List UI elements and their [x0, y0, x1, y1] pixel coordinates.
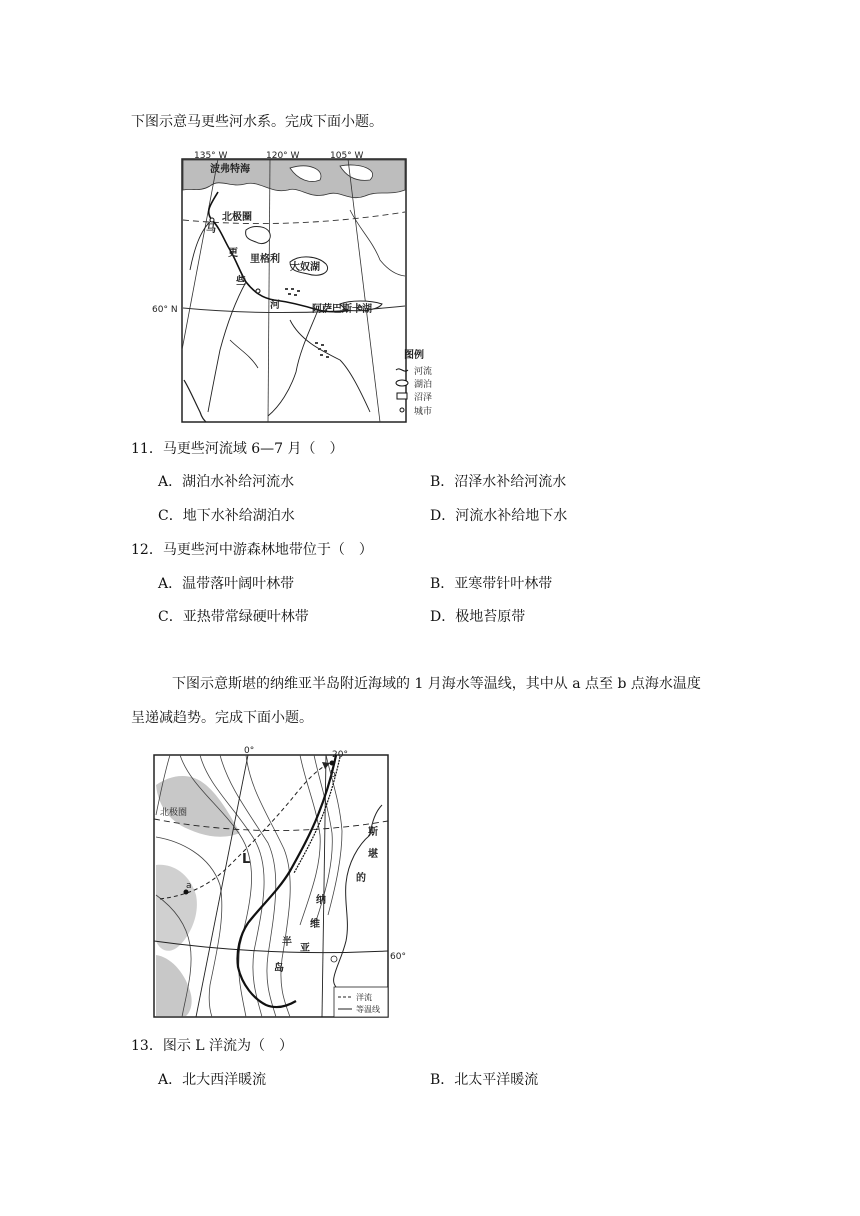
legend-city: 城市: [414, 407, 433, 417]
point-b-marker: [330, 761, 335, 766]
q12-option-d: D．极地苔原带: [430, 609, 526, 625]
mackenzie-map: [150, 150, 433, 426]
map2-current-l: L: [242, 852, 251, 867]
map2-char-kan: 堪: [368, 849, 378, 860]
q11-stem: 11．马更些河流域 6—7 月（ ）: [131, 441, 344, 457]
place-he: 河: [270, 300, 280, 311]
map2-lon-20: 20°: [332, 750, 348, 760]
place-geng: 更: [228, 248, 238, 259]
q12-option-b: B．亚寒带针叶林带: [430, 576, 553, 592]
q12-stem: 12．马更些河中游森林地带位于（ ）: [131, 542, 373, 558]
lon-label-105w: 105° W: [330, 151, 364, 161]
q13-stem: 13．图示 L 洋流为（ ）: [131, 1038, 294, 1054]
scandinavia-map: [150, 745, 410, 1023]
q11-option-d: D．河流水补给地下水: [430, 508, 568, 524]
legend-lake: 湖泊: [414, 380, 433, 390]
map2-char-dao: 岛: [274, 963, 284, 974]
map2-point-b: b: [330, 770, 336, 780]
map2-char-wei: 维: [310, 919, 320, 930]
place-wrigley: 里格利: [250, 254, 280, 265]
map2-char-na: 纳: [316, 895, 326, 906]
map2-char-de: 的: [356, 873, 366, 884]
intro-text-1: 下图示意马更些河水系。完成下面小题。: [131, 114, 383, 130]
map2-lat-60: 60°: [390, 952, 406, 962]
map2-lon-0: 0°: [244, 746, 255, 756]
q11-option-c: C．地下水补给湖泊水: [158, 508, 295, 524]
place-great-slave-lake: 大奴湖: [290, 262, 320, 273]
place-arctic-circle: 北极圈: [222, 212, 252, 223]
q12-option-a: A．温带落叶阔叶林带: [158, 576, 295, 592]
lon-label-135w: 135° W: [194, 151, 228, 161]
place-ma: 马: [206, 224, 216, 235]
q11-option-a: A．湖泊水补给河流水: [158, 474, 295, 490]
map2-char-ya: 亚: [300, 943, 310, 954]
lon-label-120w: 120° W: [266, 151, 300, 161]
legend-lake-icon: [396, 380, 408, 386]
place-beaufort-sea: 波弗特海: [210, 164, 250, 175]
q13-option-a: A．北大西洋暖流: [158, 1072, 267, 1088]
place-xie: 些: [236, 276, 246, 287]
legend-title: 图例: [404, 350, 424, 361]
map2-char-si: 斯: [368, 827, 378, 838]
place-lake-athabasca: 阿萨巴斯卡湖: [312, 304, 372, 315]
legend-isotherm: 等温线: [356, 1005, 380, 1014]
legend-marsh: 沼泽: [414, 393, 433, 403]
legend-river: 河流: [414, 367, 433, 377]
q11-option-b: B．沼泽水补给河流水: [430, 474, 567, 490]
lat-label-60n: 60° N: [152, 305, 178, 315]
map2-point-a: a: [186, 881, 192, 891]
map2-char-ban: 半: [282, 937, 292, 948]
q12-option-c: C．亚热带常绿硬叶林带: [158, 609, 309, 625]
intro-text-2-line2: 呈递减趋势。完成下面小题。: [131, 710, 313, 726]
legend-marsh-icon: [397, 393, 407, 399]
legend-city-icon: [400, 408, 404, 412]
intro-text-2-line1: 下图示意斯堪的纳维亚半岛附近海域的 1 月海水等温线，其中从 a 点至 b 点海水温度: [172, 676, 701, 692]
q13-option-b: B．北太平洋暖流: [430, 1072, 539, 1088]
legend-current: 洋流: [356, 993, 372, 1002]
map2-arctic-circle: 北极圈: [160, 808, 188, 818]
